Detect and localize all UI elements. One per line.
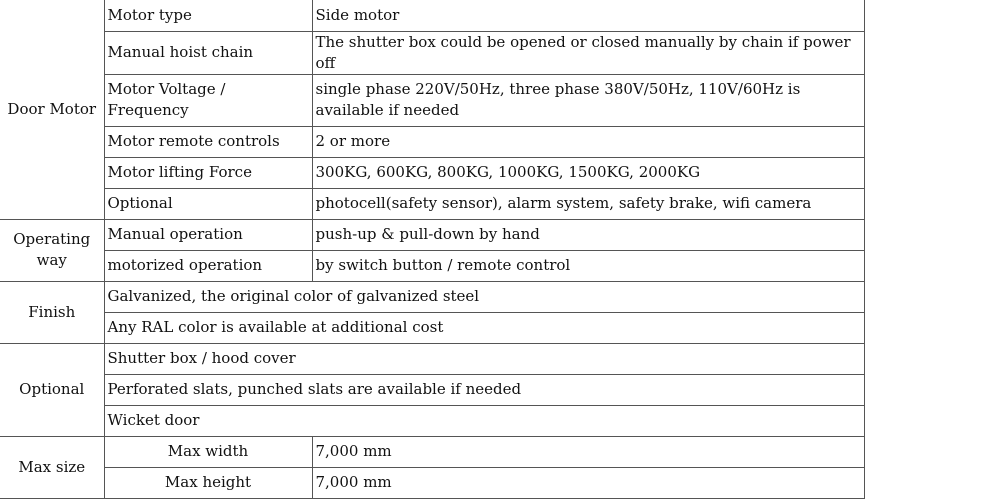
spec-value-optional-motor: photocell(safety sensor), alarm system, safety brake, wifi camera xyxy=(312,188,864,219)
finish-item-ral-color: Any RAL color is available at additional cost xyxy=(104,312,864,343)
optional-item-shutter-box: Shutter box / hood cover xyxy=(104,343,864,374)
spec-name-remote-controls: Motor remote controls xyxy=(104,126,312,157)
spec-value-motor-voltage: single phase 220V/50Hz, three phase 380V/50Hz, 110V/60Hz is available if needed xyxy=(312,74,864,126)
table-row xyxy=(0,312,864,343)
table-row xyxy=(0,250,864,281)
table-row xyxy=(0,31,864,74)
category-optional: Optional xyxy=(0,343,104,436)
spec-name-max-width: Max width xyxy=(104,436,312,467)
table-row xyxy=(0,219,864,250)
table-row xyxy=(0,188,864,219)
spec-name-motorized-operation: motorized operation xyxy=(104,250,312,281)
spec-value-remote-controls: 2 or more xyxy=(312,126,864,157)
table-row xyxy=(0,436,864,467)
table-row xyxy=(0,0,864,31)
table-row xyxy=(0,281,864,312)
table-row xyxy=(0,74,864,126)
table-row xyxy=(0,374,864,405)
spec-name-max-height: Max height xyxy=(104,467,312,498)
spec-value-max-height: 7,000 mm xyxy=(312,467,864,498)
category-operating-way: Operating way xyxy=(0,219,104,281)
spec-name-motor-voltage: Motor Voltage / Frequency xyxy=(104,74,312,126)
spec-name-lifting-force: Motor lifting Force xyxy=(104,157,312,188)
table-row xyxy=(0,126,864,157)
spec-value-lifting-force: 300KG, 600KG, 800KG, 1000KG, 1500KG, 2000KG xyxy=(312,157,864,188)
table-row xyxy=(0,467,864,498)
table-row xyxy=(0,157,864,188)
spec-value-manual-hoist-chain: The shutter box could be opened or closed manually by chain if power off xyxy=(312,31,864,74)
finish-item-galvanized: Galvanized, the original color of galvanized steel xyxy=(104,281,864,312)
table-row xyxy=(0,405,864,436)
spec-value-max-width: 7,000 mm xyxy=(312,436,864,467)
category-door-motor: Door Motor xyxy=(0,0,104,219)
optional-item-perforated-slats: Perforated slats, punched slats are available if needed xyxy=(104,374,864,405)
spec-value-manual-operation: push-up & pull-down by hand xyxy=(312,219,864,250)
spec-value-motorized-operation: by switch button / remote control xyxy=(312,250,864,281)
table-row xyxy=(0,343,864,374)
category-finish: Finish xyxy=(0,281,104,343)
spec-name-motor-type: Motor type xyxy=(104,0,312,31)
category-max-size: Max size xyxy=(0,436,104,498)
spec-name-optional-motor: Optional xyxy=(104,188,312,219)
spec-name-manual-operation: Manual operation xyxy=(104,219,312,250)
spec-value-motor-type: Side motor xyxy=(312,0,864,31)
optional-item-wicket-door: Wicket door xyxy=(104,405,864,436)
spec-name-manual-hoist-chain: Manual hoist chain xyxy=(104,31,312,74)
